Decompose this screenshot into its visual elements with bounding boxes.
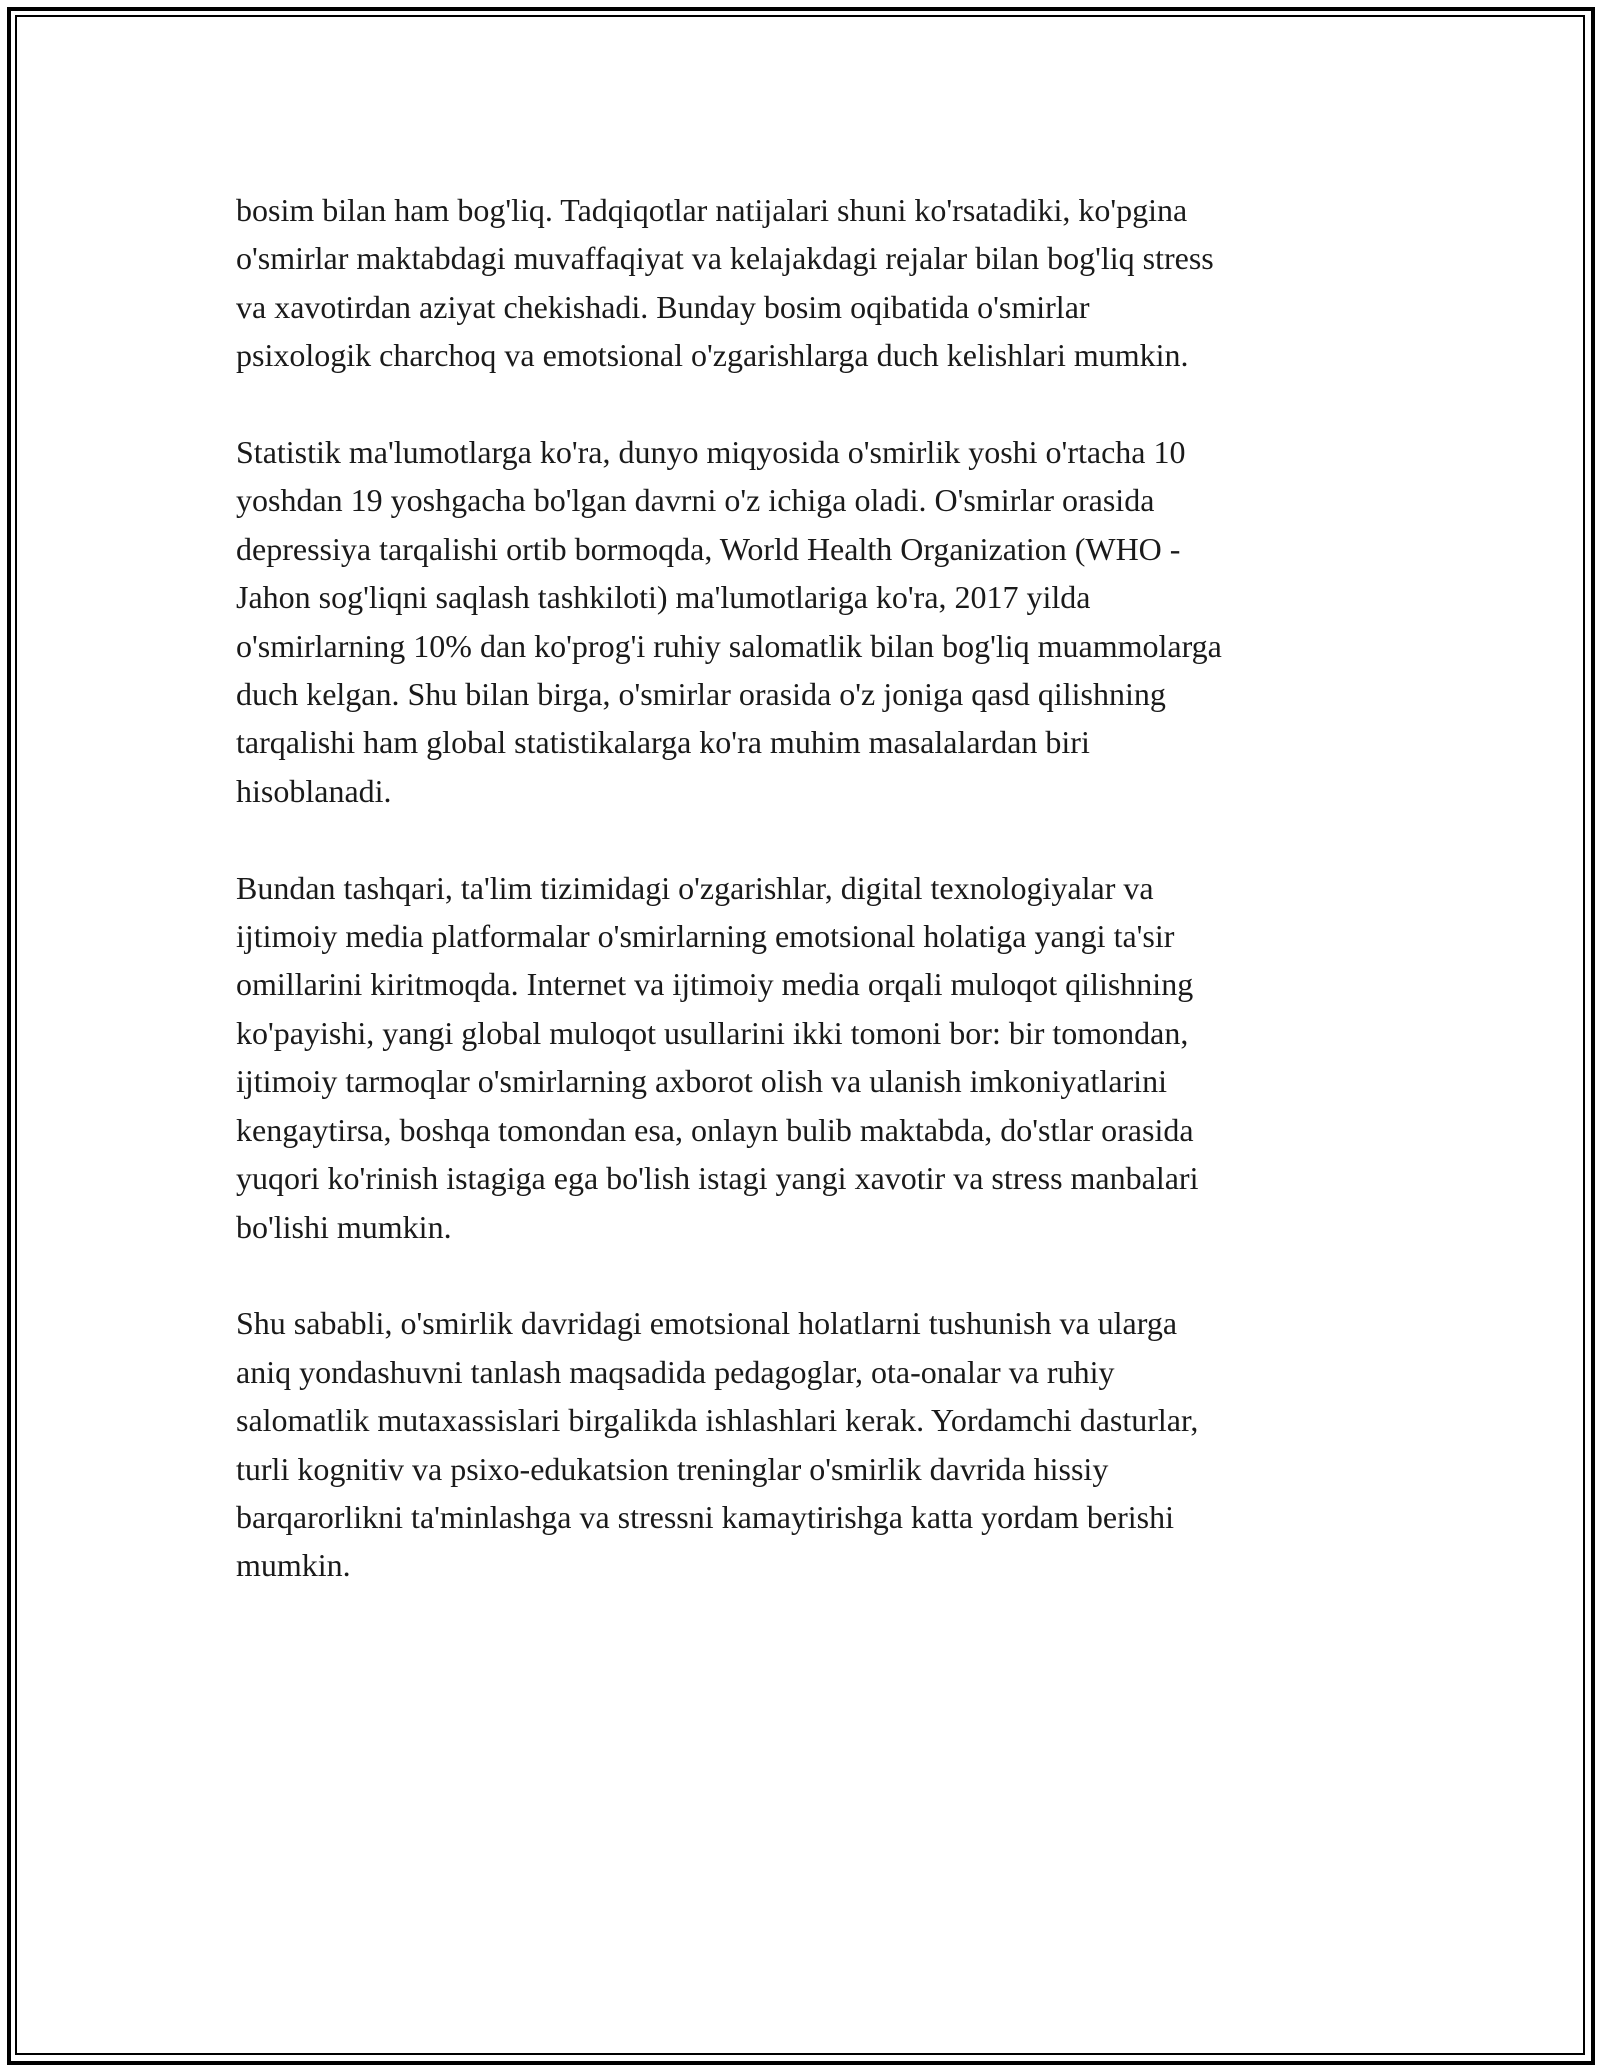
paragraph-4: Shu sababli, o'smirlik davridagi emotsional holatlarni tushunish va ularga aniq yondashuvni tanlash maqsadida pedagoglar, ota-onalar va ruhiy salomatlik mutaxassislari birgalikda ishlashlari kerak. Yordamchi dasturlar, turli kognitiv va psixo-edukatsion treninglar o'smirlik davrida hissiy barqarorlikni ta'minlashga va stressni kamaytirishga katta yordam berishi mumkin.	[236, 1305, 1199, 1584]
document-body	[236, 186, 1386, 1638]
paragraph-2: Statistik ma'lumotlarga ko'ra, dunyo miqyosida o'smirlik yoshi o'rtacha 10 yoshdan 19 yoshgacha bo'lgan davrni o'z ichiga oladi. O'smirlar orasida depressiya tarqalishi ortib bormoqda, World Health Organization (WHO - Jahon sog'liqni saqlash tashkiloti) ma'lumotlariga ko'ra, 2017 yilda o'smirlarning 10% dan ko'prog'i ruhiy salomatlik bilan bog'liq muammolarga duch kelgan. Shu bilan birga, o'smirlar orasida o'z joniga qasd qilishning tarqalishi ham global statistikalarga ko'ra muhim masalalardan biri hisoblanadi.	[236, 434, 1222, 809]
paragraph-3: Bundan tashqari, ta'lim tizimidagi o'zgarishlar, digital texnologiyalar va ijtimoiy media platformalar o'smirlarning emotsional holatiga yangi ta'sir omillarini kiritmoqda. Internet va ijtimoiy media orqali muloqot qilishning ko'payishi, yangi global muloqot usullarini ikki tomoni bor: bir tomondan, ijtimoiy tarmoqlar o'smirlarning axborot olish va ulanish imkoniyatlarini kengaytirsa, boshqa tomondan esa, onlayn bulib maktabda, do'stlar orasida yuqori ko'rinish istagiga ega bo'lish istagi yangi xavotir va stress manbalari bo'lishi mumkin.	[236, 869, 1199, 1245]
paragraph-1: bosim bilan ham bog'liq. Tadqiqotlar natijalari shuni ko'rsatadiki, ko'pgina o'smirlar maktabdagi muvaffaqiyat va kelajakdagi rejalar bilan bog'liq stress va xavotirdan aziyat chekishadi. Bunday bosim oqibatida o'smirlar psixologik charchoq va emotsional o'zgarishlarga duch kelishlari mumkin.	[236, 192, 1214, 374]
